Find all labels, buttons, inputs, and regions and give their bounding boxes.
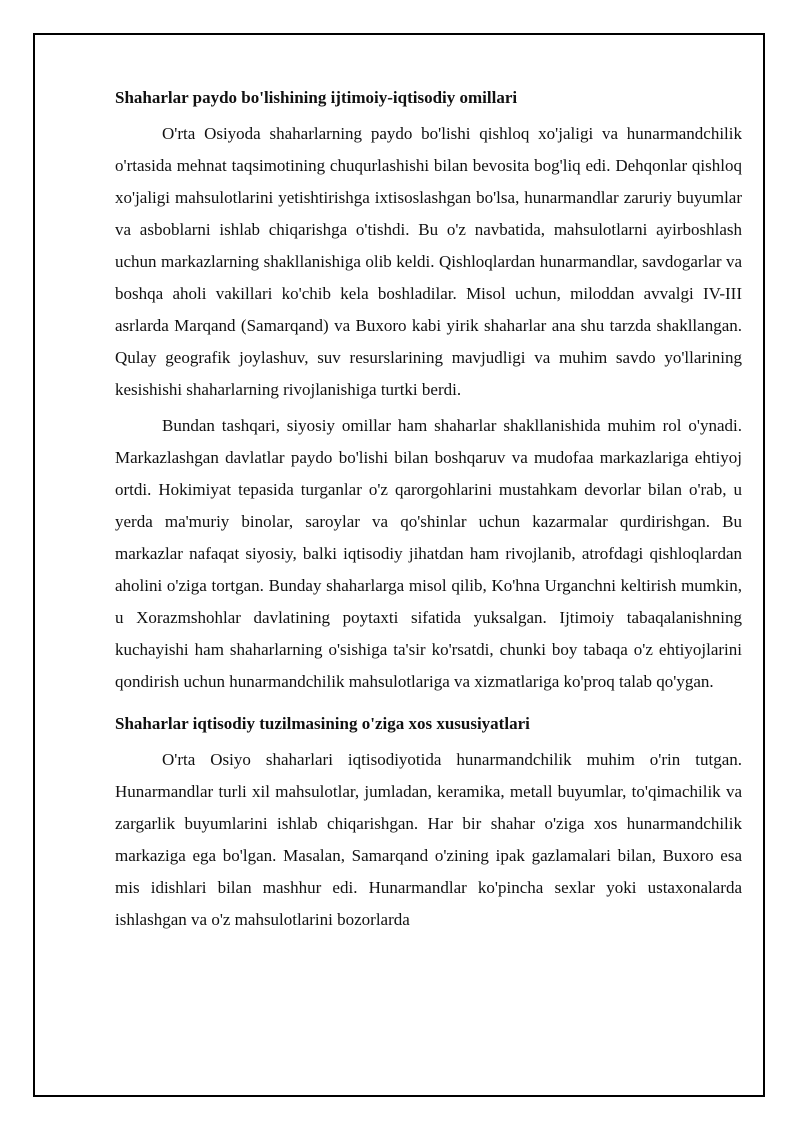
paragraph-1: O'rta Osiyoda shaharlarning paydo bo'lishi qishloq xo'jaligi va hunarmandchilik o'rtasida mehnat taqsimotining chuqurlashishi bilan bevosita bog'liq edi. Dehqonlar qishloq xo'jaligi mahsulotlarini yetishtirishga ixtisoslashgan bo'lsa, hunarmandlar zaruriy buyumlar va asboblarni ishlab chiqarishga o'tishdi. Bu o'z navbatida, mahsulotlarni ayirboshlash uchun markazlarning shakllanishiga olib keldi. Qishloqlardan hunarmandlar, savdogarlar va boshqa aholi vakillari ko'chib kela boshladilar. Misol uchun, miloddan avvalgi IV-III asrlarda Marqand (Samarqand) va Buxoro kabi yirik shaharlar ana shu tarzda shakllangan. Qulay geografik joylashuv, suv resurslarining mavjudligi va muhim savdo yo'llarining kesishishi shaharlarning rivojlanishiga turtki berdi. <box>115 124 742 399</box>
section-heading-2: Shaharlar iqtisodiy tuzilmasining o'ziga xos xususiyatlari <box>115 714 530 733</box>
section-heading-1: Shaharlar paydo bo'lishining ijtimoiy-iqtisodiy omillari <box>115 88 518 107</box>
paragraph-2: Bundan tashqari, siyosiy omillar ham shaharlar shakllanishida muhim rol o'ynadi. Markazlashgan davlatlar paydo bo'lishi bilan boshqaruv va mudofaa markazlariga ehtiyoj ortdi. Hokimiyat tepasida turganlar o'z qarorgohlarini mustahkam devorlar bilan o'rab, u yerda ma'muriy binolar, saroylar va qo'shinlar uchun kazarmalar qurdirishgan. Bu markazlar nafaqat siyosiy, balki iqtisodiy jihatdan ham rivojlanib, atrofdagi qishloqlardan aholini o'ziga tortgan. Bunday shaharlarga misol qilib, Ko'hna Urganchni keltirish mumkin, u Xorazmshohlar davlatining poytaxti sifatida yuksalgan. Ijtimoiy tabaqalanishning kuchayishi ham shaharlarning o'sishiga ta'sir ko'rsatdi, chunki boy tabaqa o'z ehtiyojlarini qondirish uchun hunarmandchilik mahsulotlariga va xizmatlariga ko'proq talab qo'ygan. <box>115 416 742 691</box>
document-body <box>115 86 742 940</box>
paragraph-3: O'rta Osiyo shaharlari iqtisodiyotida hunarmandchilik muhim o'rin tutgan. Hunarmandlar turli xil mahsulotlar, jumladan, keramika, metall buyumlar, to'qimachilik va zargarlik buyumlarini ishlab chiqarishgan. Har bir shahar o'ziga xos hunarmandchilik markaziga ega bo'lgan. Masalan, Samarqand o'zining ipak gazlamalari bilan, Buxoro esa mis idishlari bilan mashhur edi. Hunarmandlar ko'pincha sexlar yoki ustaxonalarda ishlashgan va o'z mahsulotlarini bozorlarda <box>115 750 742 929</box>
